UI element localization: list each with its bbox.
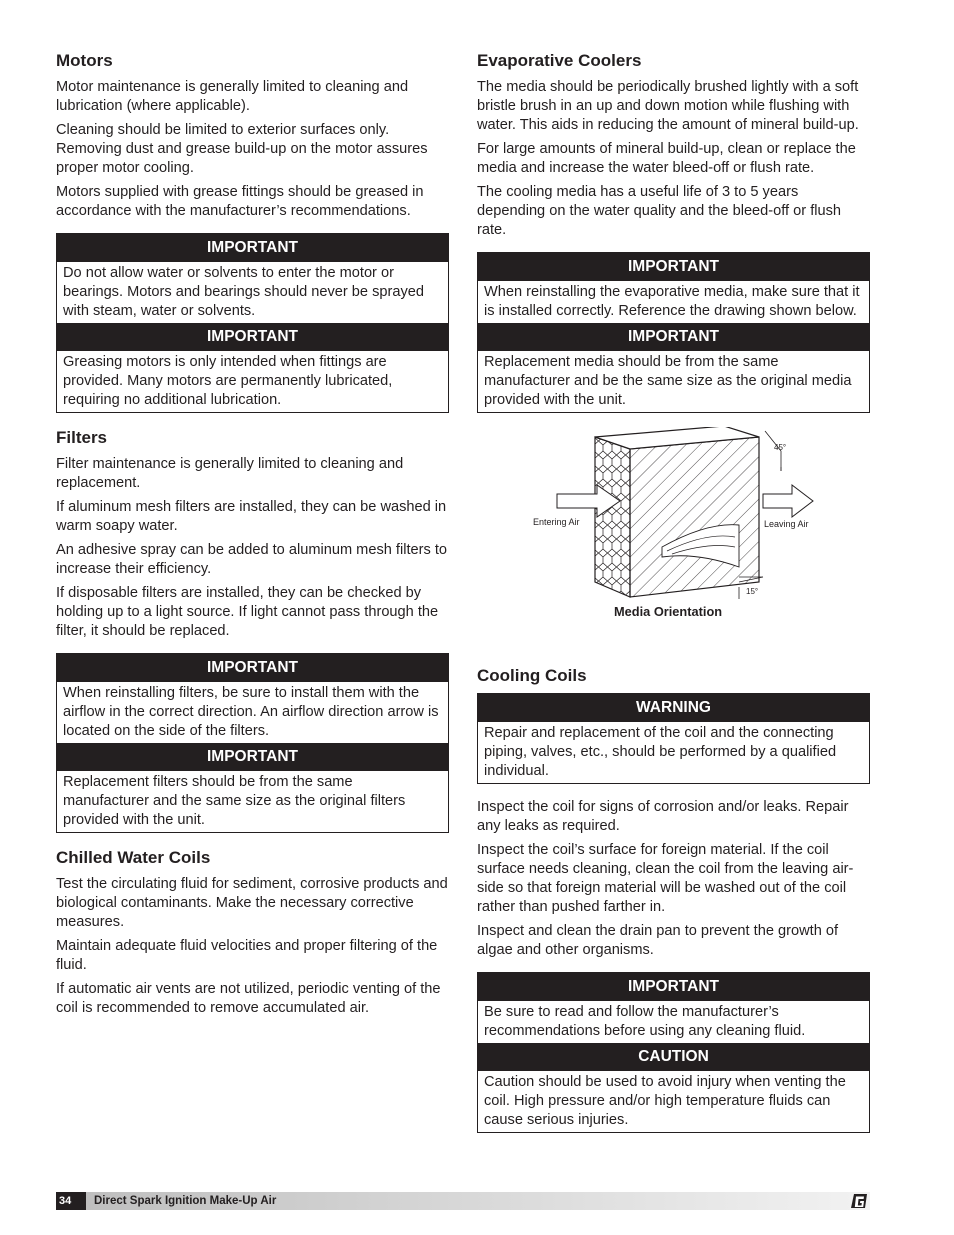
right-column xyxy=(477,50,870,1147)
figure-caption: Media Orientation xyxy=(614,604,723,619)
media-side-face xyxy=(630,437,759,597)
chilled-paragraph-1: Test the circulating fluid for sediment, corrosive products and biological contaminants. Make the necessary corrective measures. xyxy=(56,876,448,930)
motors-paragraph-1: Motor maintenance is generally limited to cleaning and lubrication (where applicable). xyxy=(56,79,409,114)
angle-45-label: 45° xyxy=(774,443,787,452)
page-footer xyxy=(56,1192,870,1210)
chilled-water-heading: Chilled Water Coils xyxy=(56,848,211,867)
evap-paragraph-3: The cooling media has a useful life of 3 to 5 years depending on the water quality and the bleed-off or flush rate. xyxy=(477,184,842,238)
media-front-face xyxy=(595,437,630,597)
cooling-coils-heading: Cooling Coils xyxy=(477,666,587,685)
footer-title: Direct Spark Ignition Make-Up Air xyxy=(94,1195,277,1207)
important-text: When reinstalling filters, be sure to install them with the airflow in the correct direction. An airflow direction arrow is located on the side of the filters. xyxy=(63,685,439,739)
leaving-air-arrow xyxy=(763,485,813,517)
important-text: Be sure to read and follow the manufacturer’s recommendations before using any cleaning fluid. xyxy=(484,1004,806,1039)
chilled-paragraph-3: If automatic air vents are not utilized, periodic venting of the coil is recommended to remove accumulated air. xyxy=(56,981,441,1016)
important-header: IMPORTANT xyxy=(57,654,448,682)
important-text: Greasing motors is only intended when fittings are provided. Many motors are permanently lubricated, requiring no additional lubrication. xyxy=(63,354,393,408)
media-diagram xyxy=(477,427,870,602)
motors-paragraph-3: Motors supplied with grease fittings should be greased in accordance with the manufacturer’s recommendations. xyxy=(56,184,424,219)
motors-important-box xyxy=(56,233,449,413)
important-text: Replacement filters should be from the same manufacturer and the same size as the original filters provided with the unit. xyxy=(63,774,406,828)
important-header: IMPORTANT xyxy=(57,743,448,771)
evap-important-box xyxy=(477,252,870,413)
warning-text: Repair and replacement of the coil and the connecting piping, valves, etc., should be performed by a qualified individual. xyxy=(484,725,837,779)
coils-warning-box xyxy=(477,693,870,784)
angle-15-label: 15° xyxy=(746,587,759,596)
g-logo-icon xyxy=(850,1193,868,1214)
evaporative-section xyxy=(477,50,870,413)
important-header: IMPORTANT xyxy=(57,323,448,351)
coils-paragraph-3: Inspect and clean the drain pan to prevent the growth of algae and other organisms. xyxy=(477,923,839,958)
left-column xyxy=(56,50,449,1023)
filters-important-box xyxy=(56,653,449,833)
media-orientation-figure xyxy=(477,427,870,639)
motors-section xyxy=(56,50,449,413)
important-text: Do not allow water or solvents to enter the motor or bearings. Motors and bearings should never be sprayed with steam, water or solvents. xyxy=(63,265,425,319)
evaporative-heading: Evaporative Coolers xyxy=(477,51,642,70)
entering-air-label: Entering Air xyxy=(533,517,580,527)
filters-paragraph-2: If aluminum mesh filters are installed, they can be washed in warm soapy water. xyxy=(56,499,447,534)
motors-heading: Motors xyxy=(56,51,113,70)
evap-paragraph-1: The media should be periodically brushed lightly with a soft bristle brush in an up and down motion while flushing with water. This aids in reducing the amount of mineral build-up. xyxy=(477,79,859,133)
coils-important-box xyxy=(477,972,870,1133)
coils-paragraph-2: Inspect the coil’s surface for foreign material. If the coil surface needs cleaning, clean the coil from the leaving air-side so that foreign material will be washed out of the coil rather than pushed farther in. xyxy=(477,842,854,915)
motors-paragraph-2: Cleaning should be limited to exterior surfaces only. Removing dust and grease build-up on the motor assures proper motor cooling. xyxy=(56,122,428,176)
filters-paragraph-4: If disposable filters are installed, they can be checked by holding up to a light source. If light cannot pass through the filter, it should be replaced. xyxy=(56,585,439,639)
caution-header: CAUTION xyxy=(478,1043,869,1071)
evap-paragraph-2: For large amounts of mineral build-up, clean or replace the media and increase the water bleed-off or flush rate. xyxy=(477,141,856,176)
important-header: IMPORTANT xyxy=(478,253,869,281)
filters-paragraph-3: An adhesive spray can be added to aluminum mesh filters to increase their efficiency. xyxy=(56,542,448,577)
cooling-coils-section xyxy=(477,665,870,1133)
chilled-paragraph-2: Maintain adequate fluid velocities and proper filtering of the fluid. xyxy=(56,938,438,973)
filters-heading: Filters xyxy=(56,428,108,447)
warning-header: WARNING xyxy=(478,694,869,722)
important-header: IMPORTANT xyxy=(478,973,869,1001)
filters-paragraph-1: Filter maintenance is generally limited to cleaning and replacement. xyxy=(56,456,404,491)
page-number: 34 xyxy=(56,1192,86,1210)
caution-text: Caution should be used to avoid injury when venting the coil. High pressure and/or high temperature fluids can cause serious injuries. xyxy=(484,1074,846,1128)
important-text: Replacement media should be from the same manufacturer and be the same size as the original media provided with the unit. xyxy=(484,354,852,408)
important-text: When reinstalling the evaporative media, make sure that it is installed correctly. Reference the drawing shown below. xyxy=(484,284,860,319)
important-header: IMPORTANT xyxy=(478,323,869,351)
leaving-air-label: Leaving Air xyxy=(764,519,809,529)
important-header: IMPORTANT xyxy=(57,234,448,262)
filters-section xyxy=(56,427,449,833)
coils-paragraph-1: Inspect the coil for signs of corrosion and/or leaks. Repair any leaks as required. xyxy=(477,799,849,834)
chilled-water-section xyxy=(56,847,449,1018)
